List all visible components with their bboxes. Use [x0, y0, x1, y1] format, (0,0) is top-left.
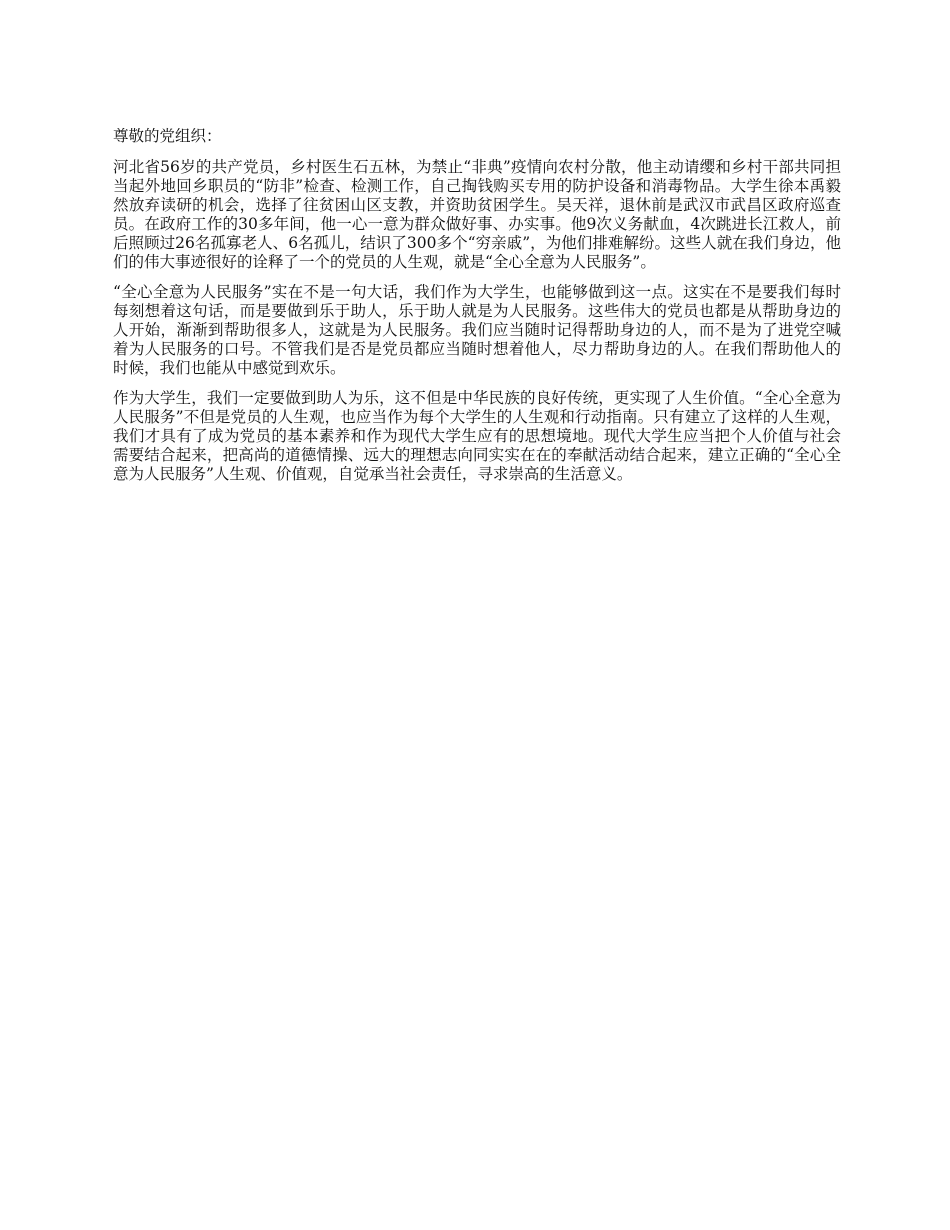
paragraph-serve-people: “全心全意为人民服务”实在不是一句大话，我们作为大学生，也能够做到这一点。这实在不是要我们每时每刻想着这句话，而是要做到乐于助人，乐于助人就是为人民服务。这些伟大的党员也都是从帮助身边的人开始，渐渐到帮助很多人，这就是为人民服务。我们应当随时记得帮助身边的人，而不是为了进党空喊着为人民服务的口号。不管我们是否是党员都应当随时想着他人，尽力帮助身边的人。在我们帮助他人的时候，我们也能从中感觉到欢乐。	[113, 283, 841, 377]
document-page	[113, 127, 841, 495]
paragraph-examples: 河北省56岁的共产党员，乡村医生石五林，为禁止“非典”疫情向农村分散，他主动请缨和乡村干部共同担当起外地回乡职员的“防非”检查、检测工作，自己掏钱购买专用的防护设备和消毒物品。大学生徐本禹毅然放弃读研的机会，选择了往贫困山区支教，并资助贫困学生。吴天祥，退休前是武汉市武昌区政府巡查员。在政府工作的30多年间，他一心一意为群众做好事、办实事。他9次义务献血，4次跳进长江救人，前后照顾过26名孤寡老人、6名孤儿，结识了300多个“穷亲戚”，为他们排难解纷。这些人就在我们身边，他们的伟大事迹很好的诠释了一个的党员的人生观，就是“全心全意为人民服务”。	[113, 158, 841, 271]
salutation: 尊敬的党组织：	[113, 127, 222, 145]
paragraph-students: 作为大学生，我们一定要做到助人为乐，这不但是中华民族的良好传统，更实现了人生价值。“全心全意为人民服务”不但是党员的人生观，也应当作为每个大学生的人生观和行动指南。只有建立了这样的人生观，我们才具有了成为党员的基本素养和作为现代大学生应有的思想境地。现代大学生应当把个人价值与社会需要结合起来，把高尚的道德情操、远大的理想志向同实实在在的奉献活动结合起来，建立正确的“全心全意为人民服务”人生观、价值观，自觉承当社会责任，寻求崇高的生活意义。	[113, 389, 841, 483]
